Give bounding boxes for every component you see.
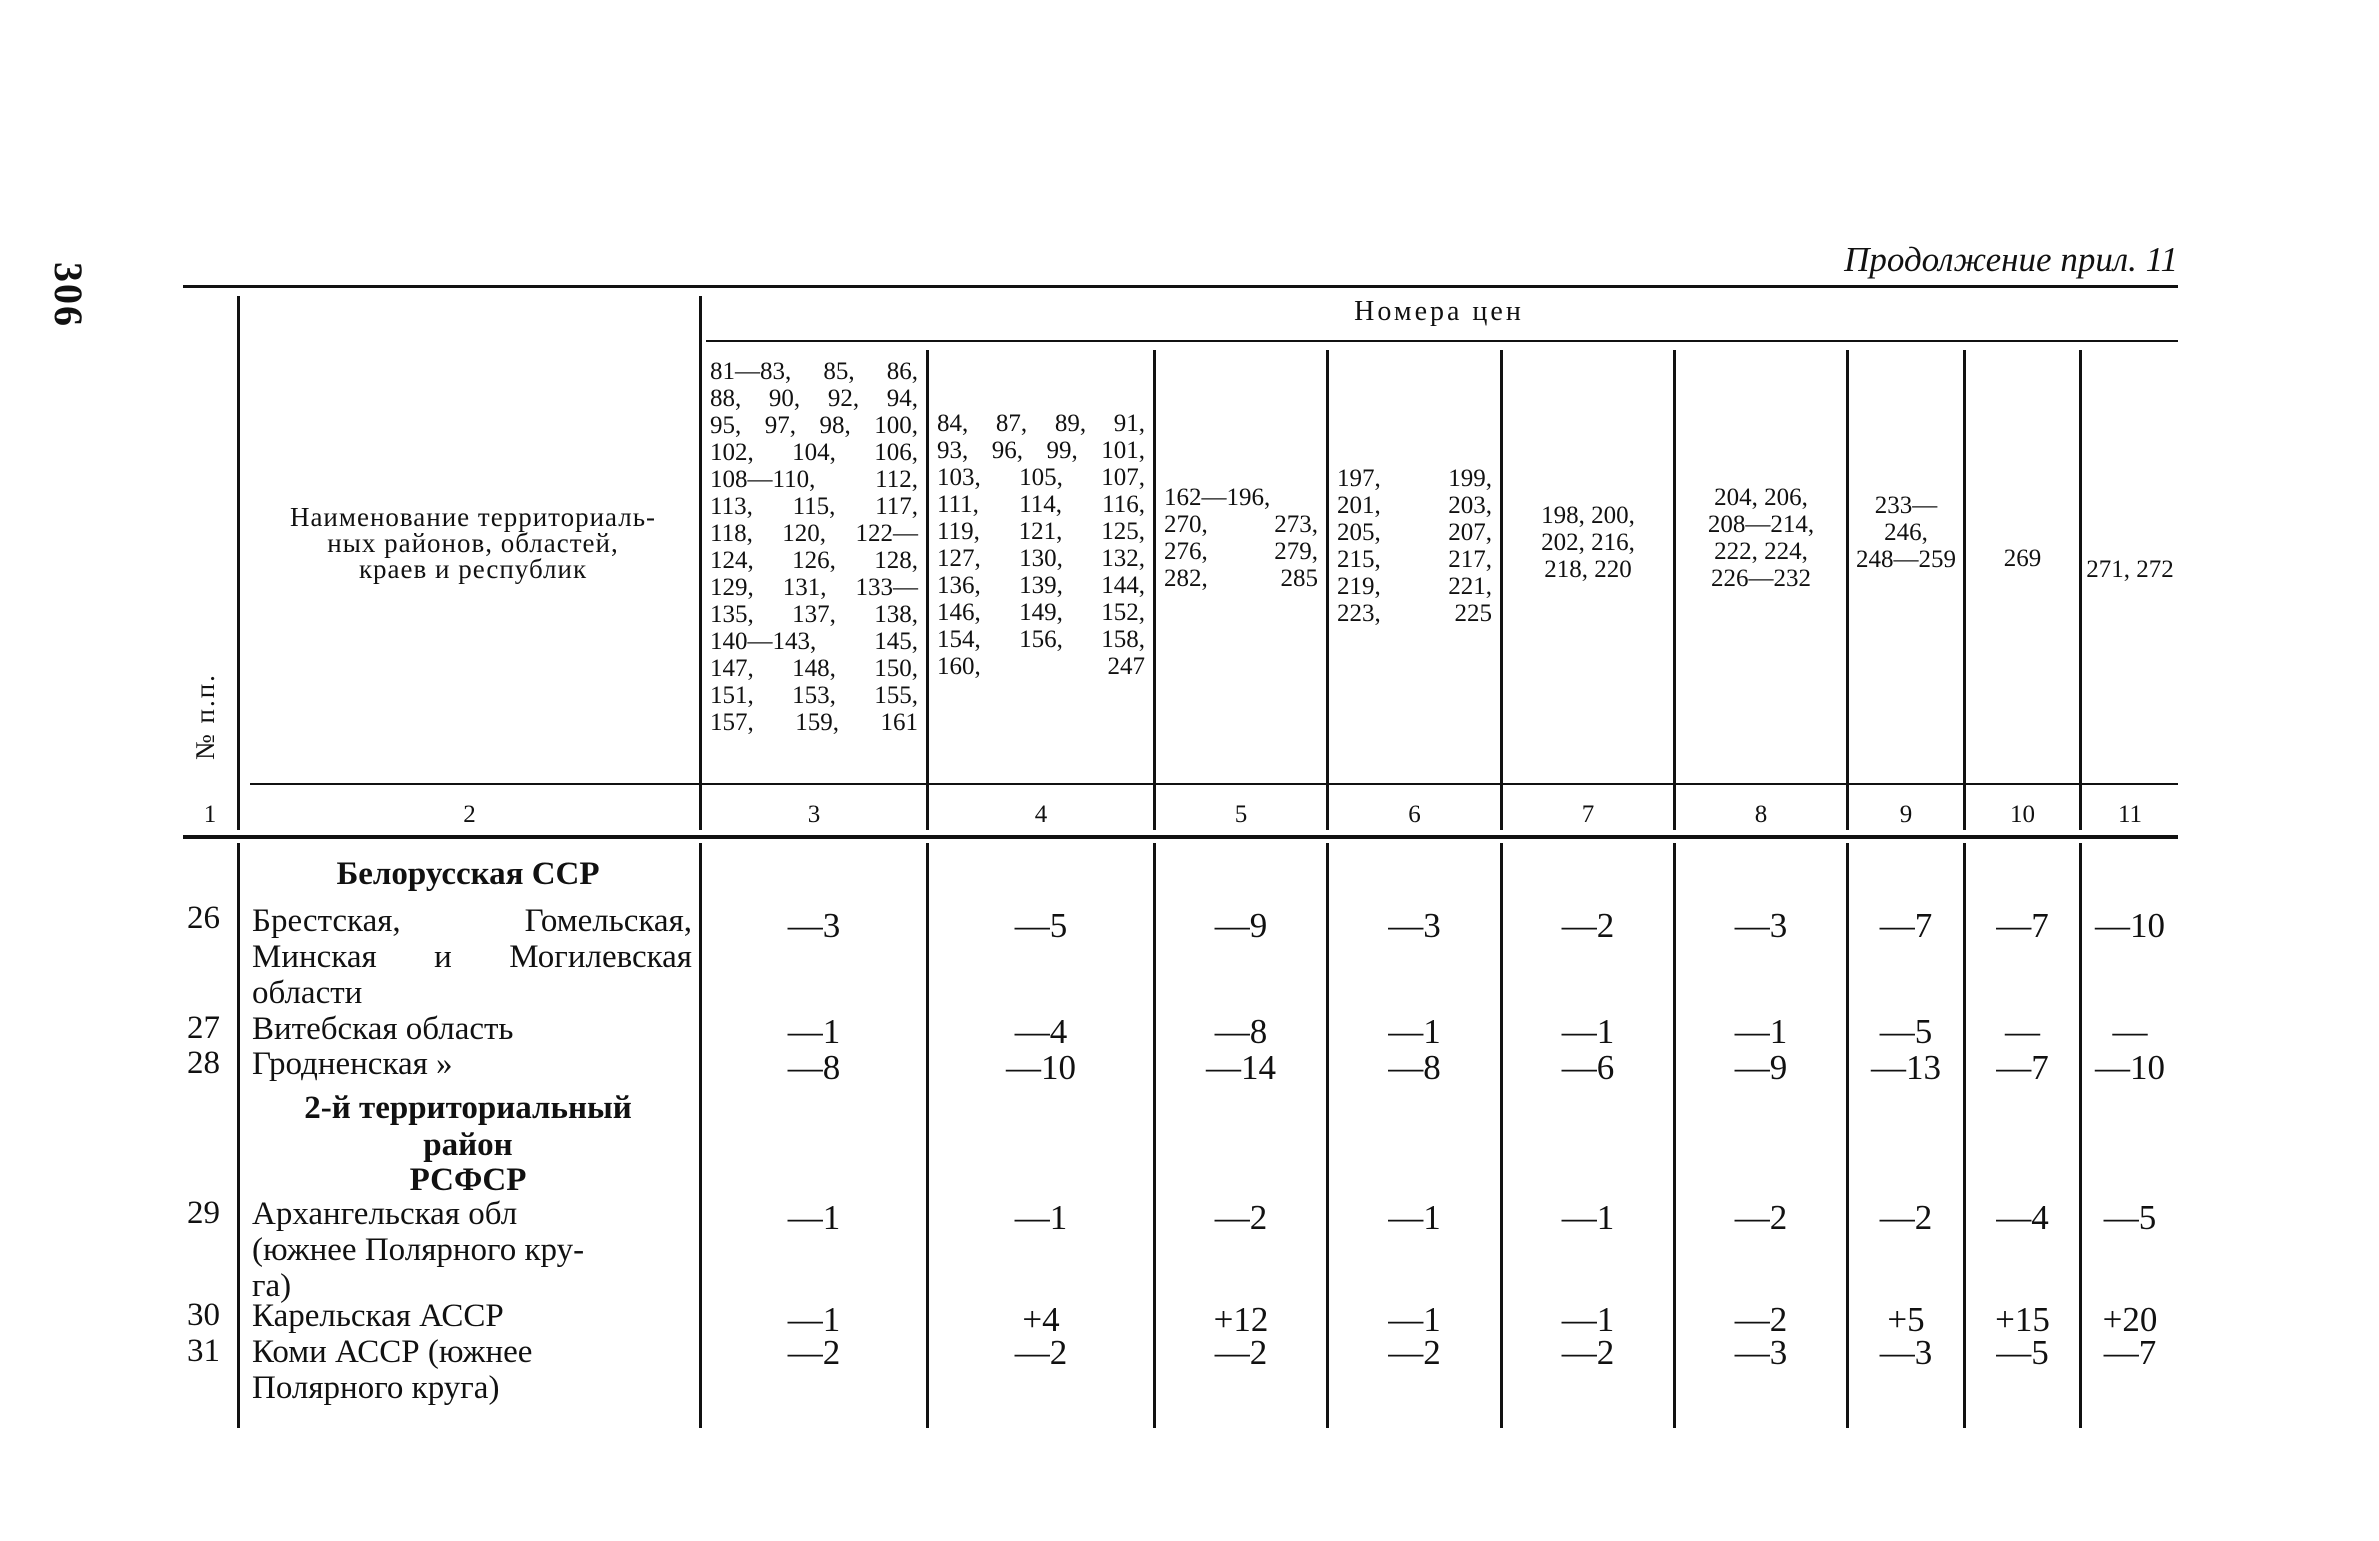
row-number-header: № п.п.: [190, 673, 220, 760]
table-cell-value: —8: [1388, 1048, 1441, 1087]
price-numbers-line: 129, 131, 133—: [710, 574, 918, 601]
row-number: 28: [187, 1045, 220, 1081]
price-numbers-line: 208—214,: [1707, 511, 1815, 538]
price-numbers-line: 219, 221,: [1337, 573, 1492, 600]
vline-10: [2079, 350, 2082, 830]
table-cell-value: —14: [1206, 1048, 1276, 1087]
table-cell-value: —10: [1006, 1048, 1076, 1087]
vline-4: [1153, 350, 1156, 830]
price-numbers-line: 218, 220: [1544, 556, 1632, 583]
colnum-rule: [183, 835, 2178, 839]
row-number: 26: [187, 900, 220, 936]
table-cell-value: —1: [1388, 1012, 1441, 1051]
vline-9: [1963, 350, 1966, 830]
price-numbers-line: 246,: [1884, 519, 1928, 546]
price-numbers-line: 146, 149, 152,: [937, 599, 1145, 626]
price-numbers-line: 151, 153, 155,: [710, 682, 918, 709]
row-name-line: Карельская АССР: [252, 1298, 504, 1334]
table-cell-value: —2: [1561, 906, 1615, 945]
price-numbers-line: 201, 203,: [1337, 492, 1492, 519]
table-cell-value: —1: [1014, 1198, 1068, 1237]
price-numbers-line: 103, 105, 107,: [937, 464, 1145, 491]
row-name-line: Гродненская »: [252, 1046, 453, 1082]
table-cell-value: —2: [1388, 1333, 1441, 1372]
column-number: 4: [1034, 801, 1048, 828]
table-cell-value: —10: [2095, 906, 2165, 945]
table-cell-value: —3: [1879, 1333, 1933, 1372]
name-header-line: ных районов, областей,: [327, 528, 619, 558]
group-rule: [706, 340, 2178, 342]
row-name-line: Минская и Могилевская: [252, 939, 692, 975]
table-cell-value: —5: [2103, 1198, 2157, 1237]
price-numbers-line: 154, 156, 158,: [937, 626, 1145, 653]
column-number: 3: [807, 801, 821, 828]
vline-2: [699, 296, 702, 830]
price-numbers-line: 118, 120, 122—: [710, 520, 918, 547]
table-cell-value: —3: [1388, 906, 1441, 945]
price-numbers-line: 160, 247: [937, 653, 1145, 680]
table-cell-value: —: [2112, 1012, 2148, 1051]
price-numbers-line: 198, 200,: [1541, 502, 1635, 529]
price-numbers-line: 102, 104, 106,: [710, 439, 918, 466]
price-numbers-line: 202, 216,: [1541, 529, 1635, 556]
table-cell-value: +12: [1213, 1300, 1269, 1339]
table-top-rule: [183, 285, 2178, 288]
table-cell-value: +4: [1022, 1300, 1060, 1339]
table-cell-value: —2: [1214, 1198, 1268, 1237]
table-cell-value: —7: [1996, 1048, 2049, 1087]
table-cell-value: +20: [2102, 1300, 2158, 1339]
price-numbers-line: 135, 137, 138,: [710, 601, 918, 628]
price-numbers-line: 88, 90, 92, 94,: [710, 385, 918, 412]
table-cell-value: —6: [1561, 1048, 1615, 1087]
table-cell-value: —8: [1214, 1012, 1268, 1051]
column-number: 10: [2010, 801, 2035, 828]
table-cell-value: +15: [1995, 1300, 2050, 1339]
price-numbers-line: 222, 224,: [1714, 538, 1808, 565]
column-number: 5: [1234, 801, 1248, 828]
price-numbers-line: 204, 206,: [1714, 484, 1808, 511]
vline-6: [1500, 350, 1503, 830]
table-cell-value: —1: [1388, 1300, 1441, 1339]
row-name-line: Архангельская обл: [252, 1196, 518, 1232]
table-cell-value: —1: [1561, 1198, 1615, 1237]
name-header-line: Наименование территориаль-: [289, 502, 657, 532]
table-cell-value: —5: [1879, 1012, 1933, 1051]
row-name-line: области: [252, 975, 363, 1011]
price-numbers-line: 81—83, 85, 86,: [710, 358, 918, 385]
row-name-line: Коми АССР (южнее: [252, 1334, 533, 1370]
table-cell-value: —7: [2103, 1333, 2157, 1372]
section-rsfsr: РСФСР: [409, 1162, 527, 1198]
row-name-line: Витебская область: [252, 1011, 514, 1047]
name-column-header: [248, 504, 698, 582]
table-cell-value: —7: [1879, 906, 1933, 945]
price-numbers-line: 215, 217,: [1337, 546, 1492, 573]
table-cell-value: —9: [1734, 1048, 1788, 1087]
column-number: 1: [203, 801, 217, 828]
table-cell-value: —5: [1014, 906, 1068, 945]
table-cell-value: —2: [787, 1333, 841, 1372]
price-numbers-line: 136, 139, 144,: [937, 572, 1145, 599]
table-cell-value: —2: [1734, 1198, 1788, 1237]
price-numbers-line: 119, 121, 125,: [937, 518, 1145, 545]
price-numbers-line: 276, 279,: [1164, 538, 1318, 565]
table-cell-value: —2: [1561, 1333, 1615, 1372]
table-cell-value: —4: [1996, 1198, 2049, 1237]
price-numbers-line: 113, 115, 117,: [710, 493, 918, 520]
section-region2-line1: 2-й территориальный: [304, 1090, 632, 1126]
price-numbers-line: 223, 225: [1337, 600, 1492, 627]
page-number: 306: [46, 262, 91, 328]
column-number: 2: [463, 801, 476, 828]
price-numbers-line: 282, 285: [1164, 565, 1318, 592]
column-number: 7: [1581, 801, 1595, 828]
table-cell-value: —7: [1996, 906, 2049, 945]
table-cell-value: —: [2005, 1012, 2040, 1051]
vline-3: [926, 350, 929, 830]
table-cell-value: —1: [1561, 1012, 1615, 1051]
table-cell-value: —9: [1214, 906, 1268, 945]
price-numbers-line: 233—: [1874, 492, 1938, 519]
price-numbers-line: 271, 272: [2086, 556, 2174, 583]
price-numbers-line: 127, 130, 132,: [937, 545, 1145, 572]
price-numbers-line: 147, 148, 150,: [710, 655, 918, 682]
row-name-line: Полярного круга): [252, 1370, 500, 1406]
column-number: 11: [2117, 801, 2143, 828]
vline-5: [1326, 350, 1329, 830]
table-cell-value: —1: [1734, 1012, 1788, 1051]
continuation-title: Продолжение прил. 11: [1844, 240, 2178, 279]
table-cell-value: —2: [1214, 1333, 1268, 1372]
row-name-line: (южнее Полярного кру-: [252, 1232, 585, 1268]
price-numbers-line: 140—143, 145,: [710, 628, 918, 655]
vline-8: [1846, 350, 1849, 830]
price-numbers-line: 162—196,: [1164, 484, 1271, 511]
row-name-line: га): [252, 1268, 292, 1304]
table-cell-value: —2: [1014, 1333, 1068, 1372]
price-numbers-line: 269: [2003, 545, 2042, 572]
price-numbers-line: 84, 87, 89, 91,: [937, 410, 1145, 437]
price-numbers-line: 226—232: [1711, 565, 1811, 592]
table-cell-value: —1: [1561, 1300, 1615, 1339]
column-number: 6: [1408, 801, 1421, 828]
table-cell-value: —1: [787, 1300, 841, 1339]
table-cell-value: —3: [787, 906, 841, 945]
table-cell-value: —2: [1879, 1198, 1933, 1237]
table-cell-value: —4: [1014, 1012, 1068, 1051]
price-numbers-line: 108—110, 112,: [710, 466, 918, 493]
column-number: 9: [1899, 801, 1913, 828]
row-number: 27: [187, 1010, 220, 1046]
table-cell-value: —10: [2095, 1048, 2165, 1087]
body-vline-1: [237, 843, 240, 1428]
table-cell-value: —1: [787, 1198, 841, 1237]
price-numbers-line: 157, 159, 161: [710, 709, 918, 736]
price-numbers-line: 205, 207,: [1337, 519, 1492, 546]
row-number: 29: [187, 1195, 220, 1231]
row-name-line: Брестская, Гомельская,: [252, 903, 692, 939]
table-cell-value: —2: [1734, 1300, 1788, 1339]
price-numbers-line: 270, 273,: [1164, 511, 1318, 538]
column-number: 8: [1754, 801, 1768, 828]
header-rule: [250, 783, 2178, 785]
table-cell-value: —1: [1388, 1198, 1441, 1237]
section-region2-line2: район: [423, 1127, 513, 1163]
table-cell-value: —5: [1996, 1333, 2049, 1372]
table-cell-value: +5: [1887, 1300, 1925, 1339]
table-cell-value: —3: [1734, 906, 1788, 945]
vline-1: [237, 296, 240, 830]
price-numbers-line: 93, 96, 99, 101,: [937, 437, 1145, 464]
row-number: 30: [187, 1297, 220, 1333]
price-numbers-line: 95, 97, 98, 100,: [710, 412, 918, 439]
table-cell-value: —8: [787, 1048, 841, 1087]
table-cell-value: —13: [1871, 1048, 1941, 1087]
table-cell-value: —3: [1734, 1333, 1788, 1372]
price-numbers-line: 124, 126, 128,: [710, 547, 918, 574]
name-header-line: краев и республик: [358, 554, 588, 584]
price-numbers-line: 111, 114, 116,: [937, 491, 1145, 518]
price-numbers-line: 197, 199,: [1337, 465, 1492, 492]
table-cell-value: —1: [787, 1012, 841, 1051]
row-number: 31: [187, 1333, 220, 1369]
group-title: Номера цен: [1354, 296, 1524, 327]
price-numbers-line: 248—259: [1856, 546, 1956, 573]
section-belarus: Белорусская ССР: [336, 856, 600, 892]
